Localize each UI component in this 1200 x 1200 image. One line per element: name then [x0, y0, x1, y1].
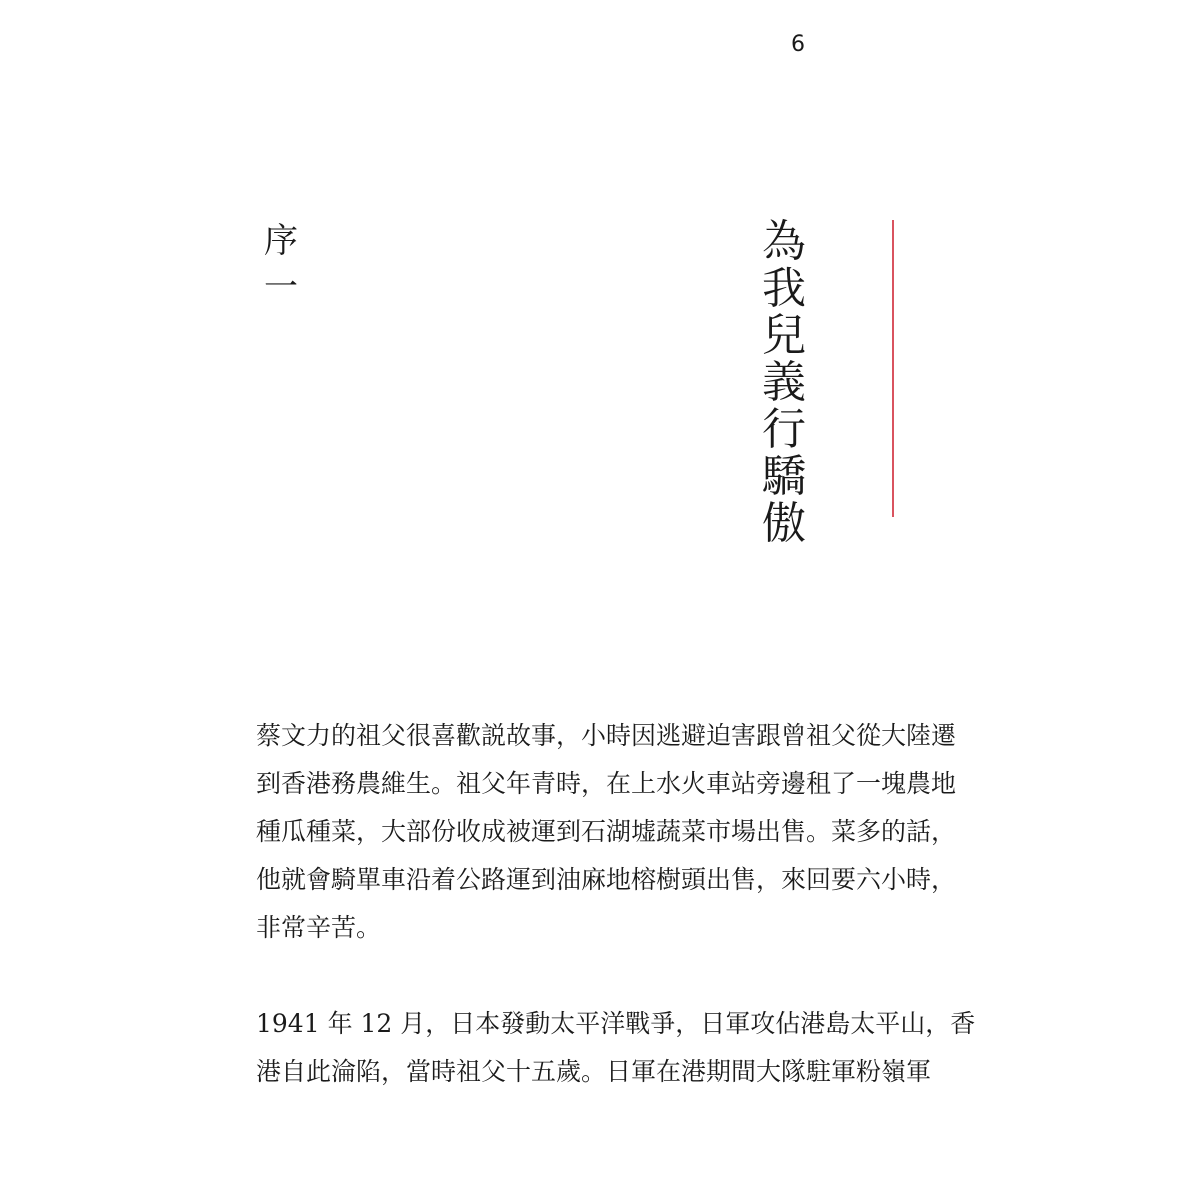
text-line: 非常辛苦。 — [256, 913, 382, 942]
chapter-title — [756, 218, 812, 547]
chapter-title-char: 我 — [762, 263, 806, 314]
section-label — [256, 218, 306, 310]
paragraph-1 — [256, 712, 957, 952]
section-label-char: 序 — [264, 221, 298, 261]
accent-rule — [892, 220, 894, 517]
chapter-title-char: 為 — [762, 216, 806, 267]
text-line: 港自此淪陷，當時祖父十五歲。日軍在港期間大隊駐軍粉嶺軍 — [256, 1057, 932, 1086]
text-line: 種瓜種菜，大部份收成被運到石湖墟蔬菜市場出售。菜多的話， — [256, 817, 957, 846]
text-line: 蔡文力的祖父很喜歡説故事，小時因逃避迫害跟曾祖父從大陸遷 — [256, 721, 957, 750]
chapter-title-char: 兒 — [762, 310, 806, 361]
text-line: 到香港務農維生。祖父年青時，在上水火車站旁邊租了一塊農地 — [256, 769, 957, 798]
page-number: 6 — [791, 32, 805, 57]
paragraph-2 — [256, 1000, 976, 1096]
chapter-title-char: 驕 — [762, 451, 806, 502]
text-line: 他就會騎單車沿着公路運到油麻地榕樹頭出售，來回要六小時， — [256, 865, 957, 894]
chapter-title-char: 行 — [762, 404, 806, 455]
chapter-title-char: 傲 — [762, 498, 806, 549]
section-label-char: 一 — [264, 267, 298, 307]
body-text — [256, 712, 976, 1096]
chapter-title-char: 義 — [762, 357, 806, 408]
text-line: 1941 年 12 月，日本發動太平洋戰爭，日軍攻佔港島太平山，香 — [256, 1009, 976, 1038]
